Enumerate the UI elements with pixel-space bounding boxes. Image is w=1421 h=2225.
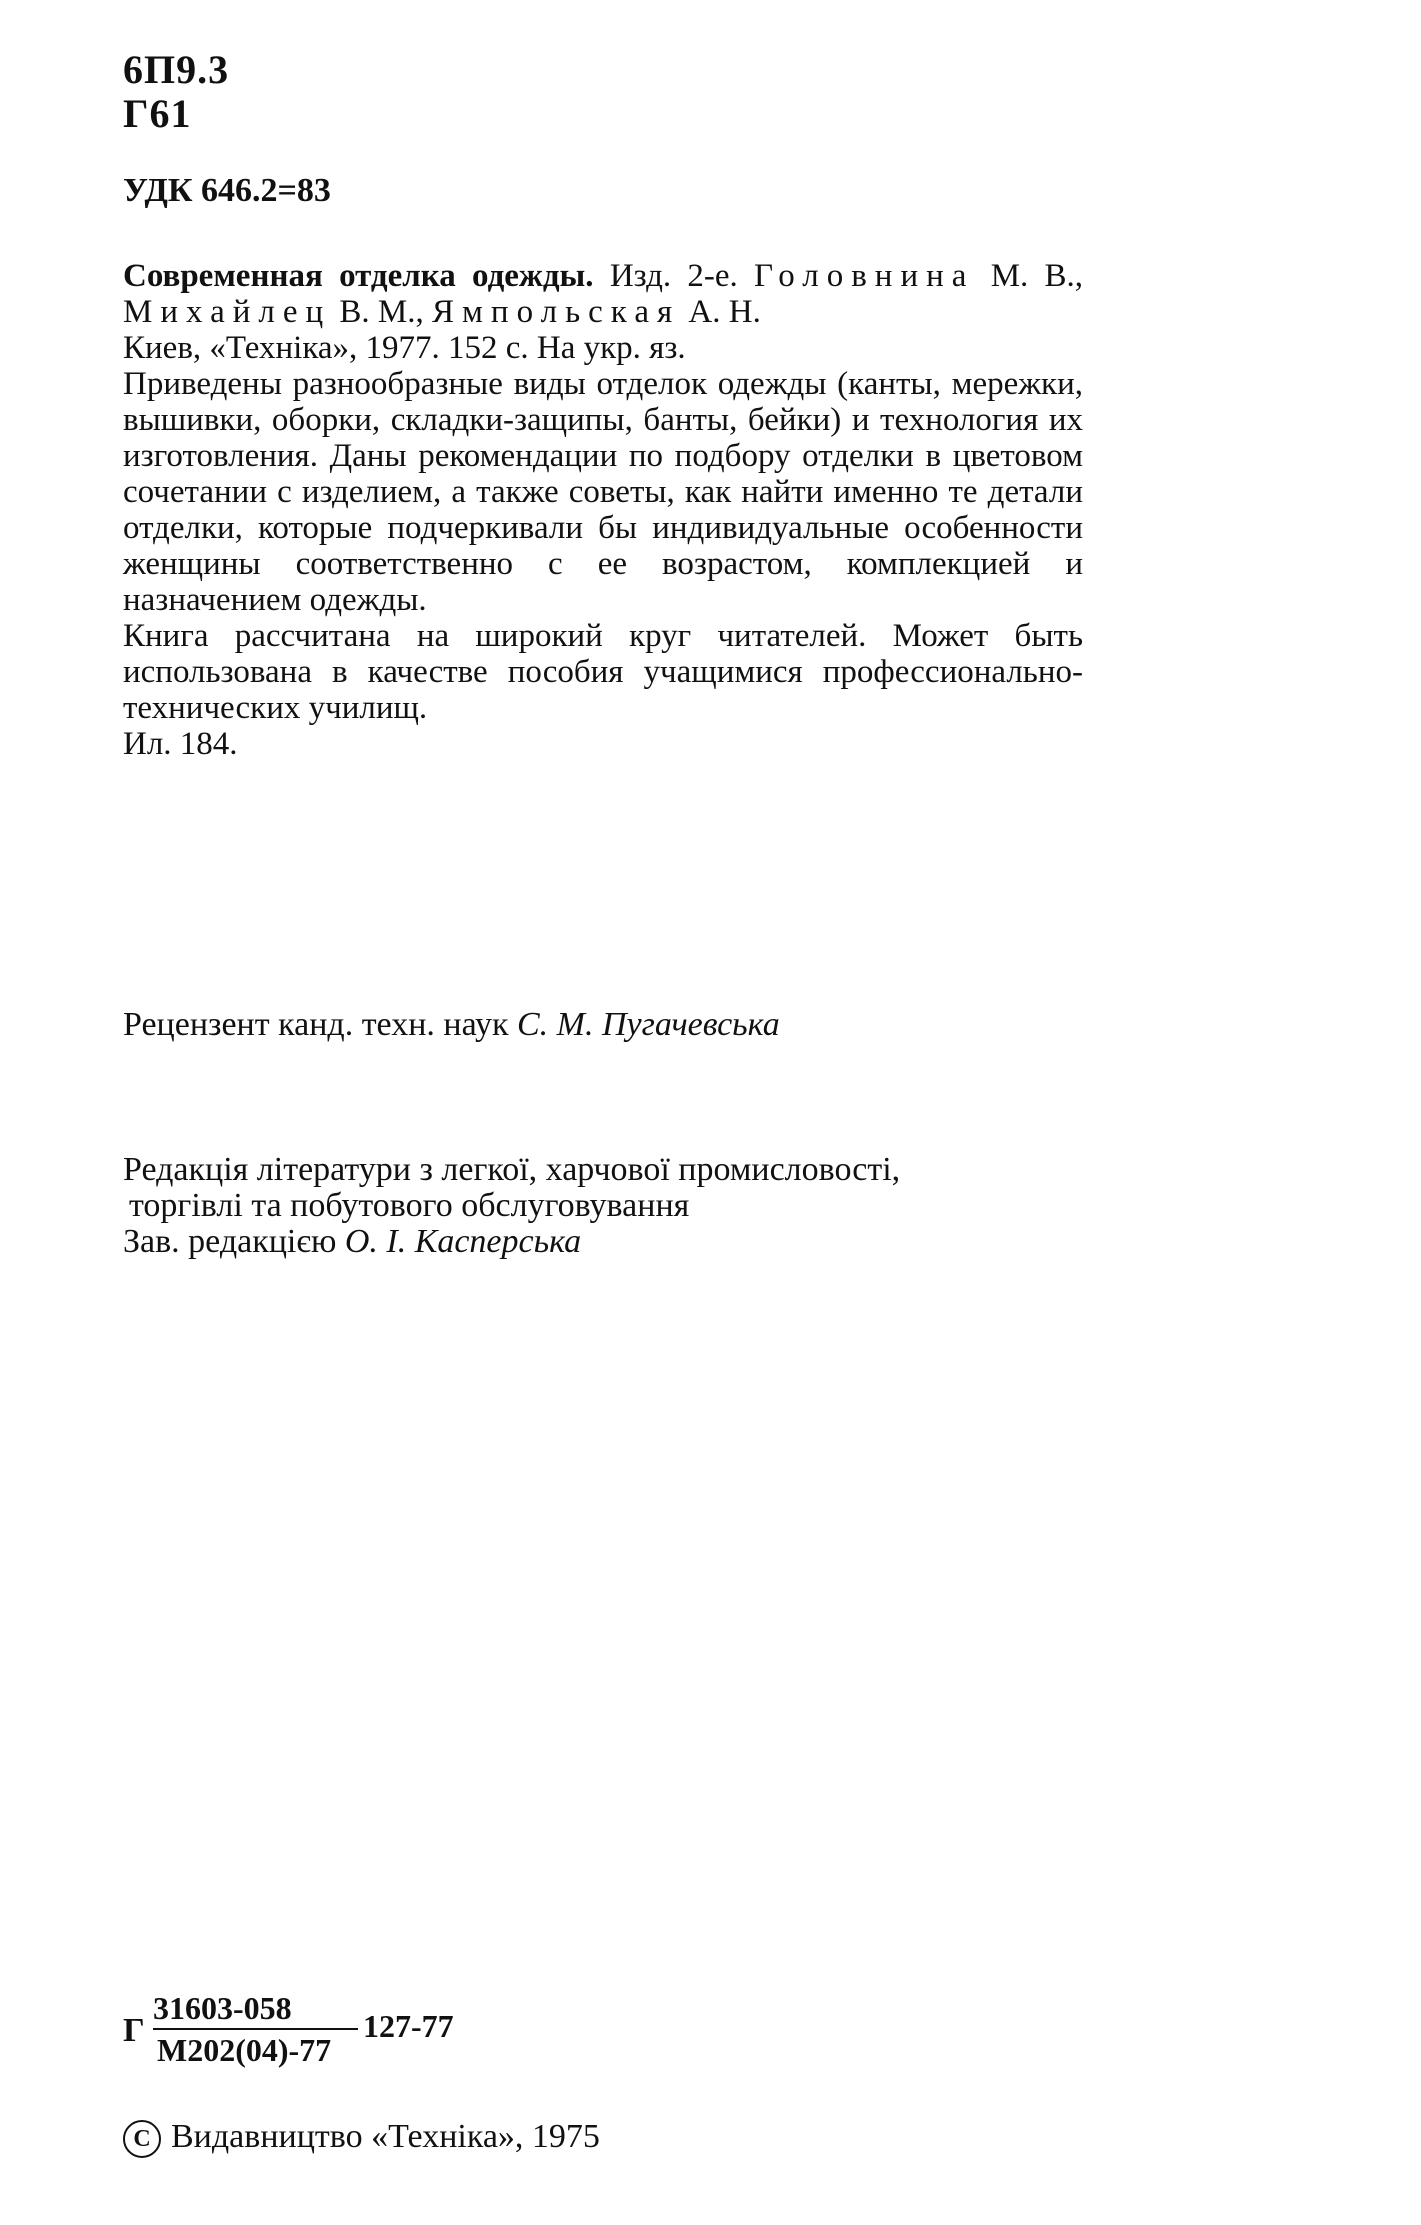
editorial-line-1: Редакція літератури з легкої, харчової промисловості,	[123, 1151, 901, 1188]
copyright	[123, 2118, 600, 2158]
publication-info: Киев, «Техніка», 1977. 152 с. На укр. яз.	[123, 330, 686, 366]
author-2: Михайлец	[123, 294, 332, 330]
classification-code: 6П9.3	[123, 47, 230, 92]
copyright-text: Видавництво «Техніка», 1975	[171, 2118, 600, 2155]
reviewer	[123, 1006, 780, 1044]
editorial-line-2: торгівлі та побутового обслуговування	[129, 1187, 690, 1224]
reviewer-label: Рецензент канд. техн. наук	[123, 1006, 509, 1043]
author-3-initials: А. Н.	[688, 294, 761, 330]
author-2-initials: В. М.,	[339, 294, 424, 330]
illustrations-count: Ил. 184.	[123, 726, 238, 762]
index-numerator: 31603-058	[153, 1990, 292, 2026]
annotation-paragraph-2: Книга рассчитана на широкий круг читателей. Может быть использована в качестве пособия учащимися профессионально-технических училищ.	[123, 618, 1083, 726]
annotation-paragraph-1: Приведены разнообразные виды отделок одежды (канты, мережки, вышивки, оборки, складки-защипы, банты, бейки) и технология их изготовления. Даны рекомендации по подбору отделки в цветовом сочетании с изделием, а также советы, как найти именно те детали отделки, которые подчеркивали бы индивидуальные особенности женщины соответственно с ее возрастом, комплекцией и назначением одежды.	[123, 366, 1083, 618]
reviewer-name: С. М. Пугачевська	[516, 1006, 780, 1043]
copyright-icon: C	[123, 2120, 161, 2158]
annotation	[123, 258, 1083, 762]
editorial-office	[123, 1152, 900, 1260]
bibliographic-entry	[123, 258, 1083, 330]
editorial-head-label: Зав. редакцією	[123, 1223, 337, 1260]
book-title: Современная отделка одежды.	[123, 258, 594, 294]
author-mark: Г61	[123, 91, 192, 136]
editorial-head-name: О. І. Касперська	[344, 1223, 582, 1260]
editorial-head	[123, 1224, 900, 1260]
author-1: Головнина	[754, 258, 975, 294]
udk-code: УДК 646.2=83	[123, 172, 331, 209]
index-denominator: М202(04)-77	[157, 2032, 332, 2068]
edition: Изд. 2-е.	[609, 258, 738, 294]
index-letter: Г	[123, 2012, 145, 2049]
fraction-bar	[153, 2028, 358, 2030]
author-3: Ямпольская	[432, 294, 681, 330]
index-order: 127-77	[363, 2008, 454, 2044]
author-1-initials: М. В.,	[990, 258, 1084, 294]
